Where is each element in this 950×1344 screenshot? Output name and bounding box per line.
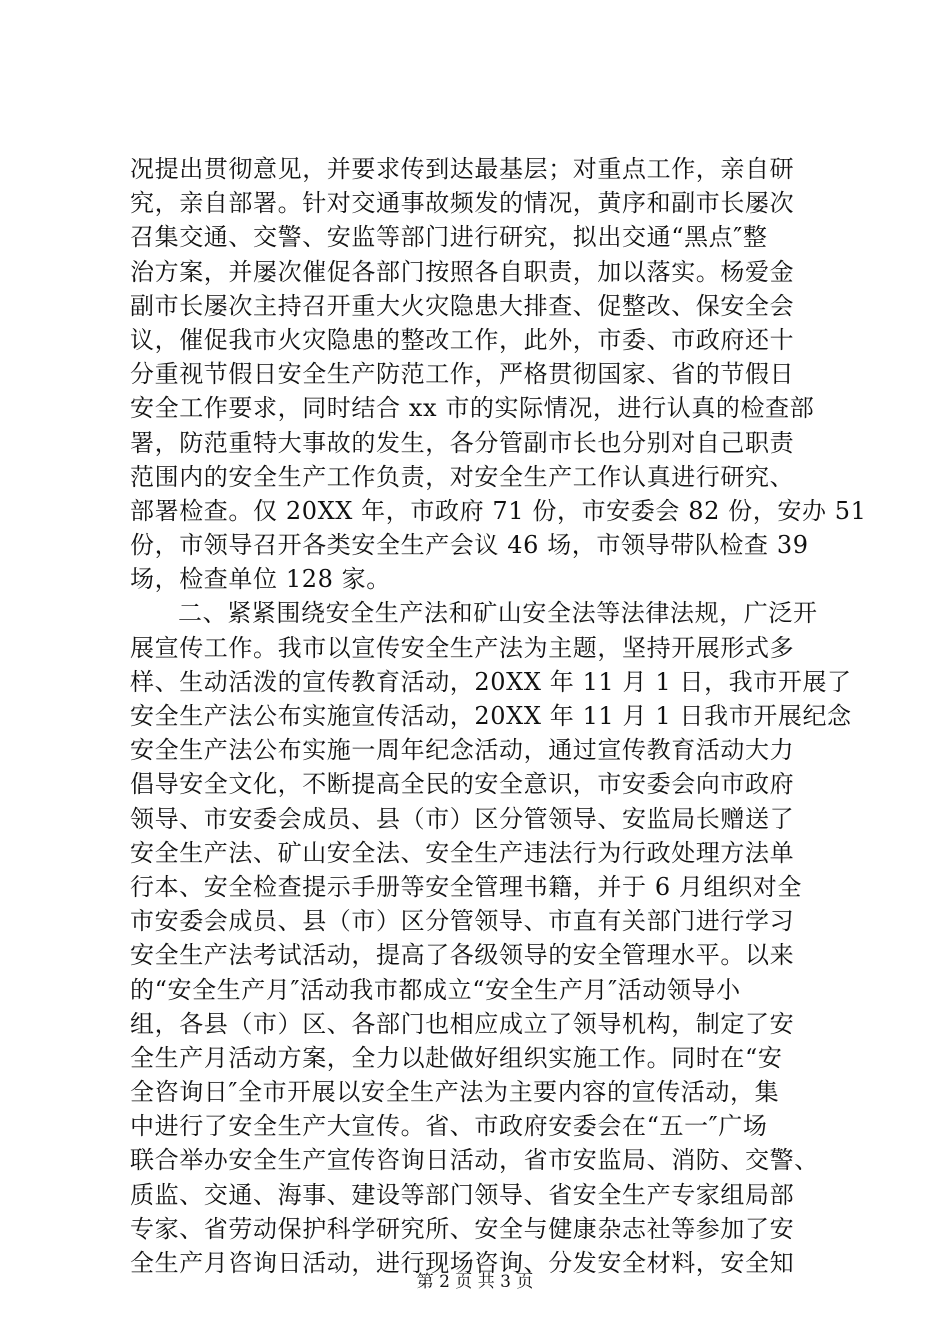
text-line: 安全生产法公布实施宣传活动，20XX 年 11 月 1 日我市开展纪念 [130,702,852,730]
text-line: 联合举办安全生产宣传咨询日活动，省市安监局、消防、交警、 [130,1146,819,1175]
text-line: 组，各县（市）区、各部门也相应成立了领导机构，制定了安 [130,1009,795,1038]
text-line: 究，亲自部署。针对交通事故频发的情况，黄序和副市长屡次 [130,189,795,218]
text-line: 全生产月咨询日活动，进行现场咨询、分发安全材料，安全知 [130,1249,795,1277]
paragraph-start-line: 二、紧紧围绕安全生产法和矿山安全法等法律法规，广泛开 [178,599,818,628]
body-text [130,152,867,1280]
text-line: 议，催促我市火灾隐患的整改工作，此外，市委、市政府还十 [130,325,795,354]
text-line: 安全生产法、矿山安全法、安全生产违法行为行政处理方法单 [130,838,795,867]
text-line: 样、生动活泼的宣传教育活动，20XX 年 11 月 1 日，我市开展了 [130,667,852,696]
text-line: 全咨询日″全市开展以安全生产法为主要内容的宣传活动，集 [130,1078,780,1107]
text-line: 全生产月活动方案，全力以赴做好组织实施工作。同时在“安 [130,1043,783,1072]
text-line: 倡导安全文化，不断提高全民的安全意识，市安委会向市政府 [130,770,795,799]
text-line: 署，防范重特大事故的发生，各分管副市长也分别对自己职责 [130,428,795,457]
text-line: 安全生产法公布实施一周年纪念活动，通过宣传教育活动大力 [130,736,795,765]
text-line: 行本、安全检查提示手册等安全管理书籍，并于 6 月组织对全 [130,872,802,901]
text-line: 的“安全生产月″活动我市都成立“安全生产月″活动领导小 [130,975,741,1004]
text-line: 分重视节假日安全生产防范工作，严格贯彻国家、省的节假日 [130,360,795,389]
page-footer: 第 2 页 共 3 页 [416,1272,534,1292]
text-line: 安全工作要求，同时结合 xx 市的实际情况，进行认真的检查部 [130,394,815,423]
text-line: 质监、交通、海事、建设等部门领导、省安全生产专家组局部 [130,1180,795,1209]
text-line: 部署检查。仅 20XX 年，市政府 71 份，市安委会 82 份，安办 51 [130,496,867,525]
text-line: 安全生产法考试活动，提高了各级领导的安全管理水平。以来 [130,941,795,970]
text-line: 况提出贯彻意见，并要求传到达最基层；对重点工作，亲自研 [130,155,795,183]
text-line: 市安委会成员、县（市）区分管领导、市直有关部门进行学习 [130,907,795,936]
text-line: 场，检查单位 128 家。 [130,565,391,594]
text-line: 治方案，并屡次催促各部门按照各自职责，加以落实。杨爱金 [130,257,795,286]
text-line: 副市长屡次主持召开重大火灾隐患大排查、促整改、保安全会 [130,291,795,320]
text-line: 中进行了安全生产大宣传。省、市政府安委会在“五一″广场 [130,1112,768,1141]
text-line: 专家、省劳动保护科学研究所、安全与健康杂志社等参加了安 [130,1214,795,1243]
text-line: 份，市领导召开各类安全生产会议 46 场，市领导带队检查 39 [130,531,809,560]
text-line: 范围内的安全生产工作负责，对安全生产工作认真进行研究、 [130,462,795,491]
text-line: 召集交通、交警、安监等部门进行研究，拟出交通“黑点″整 [130,223,768,252]
text-line: 展宣传工作。我市以宣传安全生产法为主题，坚持开展形式多 [130,633,795,662]
text-line: 领导、市安委会成员、县（市）区分管领导、安监局长赠送了 [130,804,795,833]
